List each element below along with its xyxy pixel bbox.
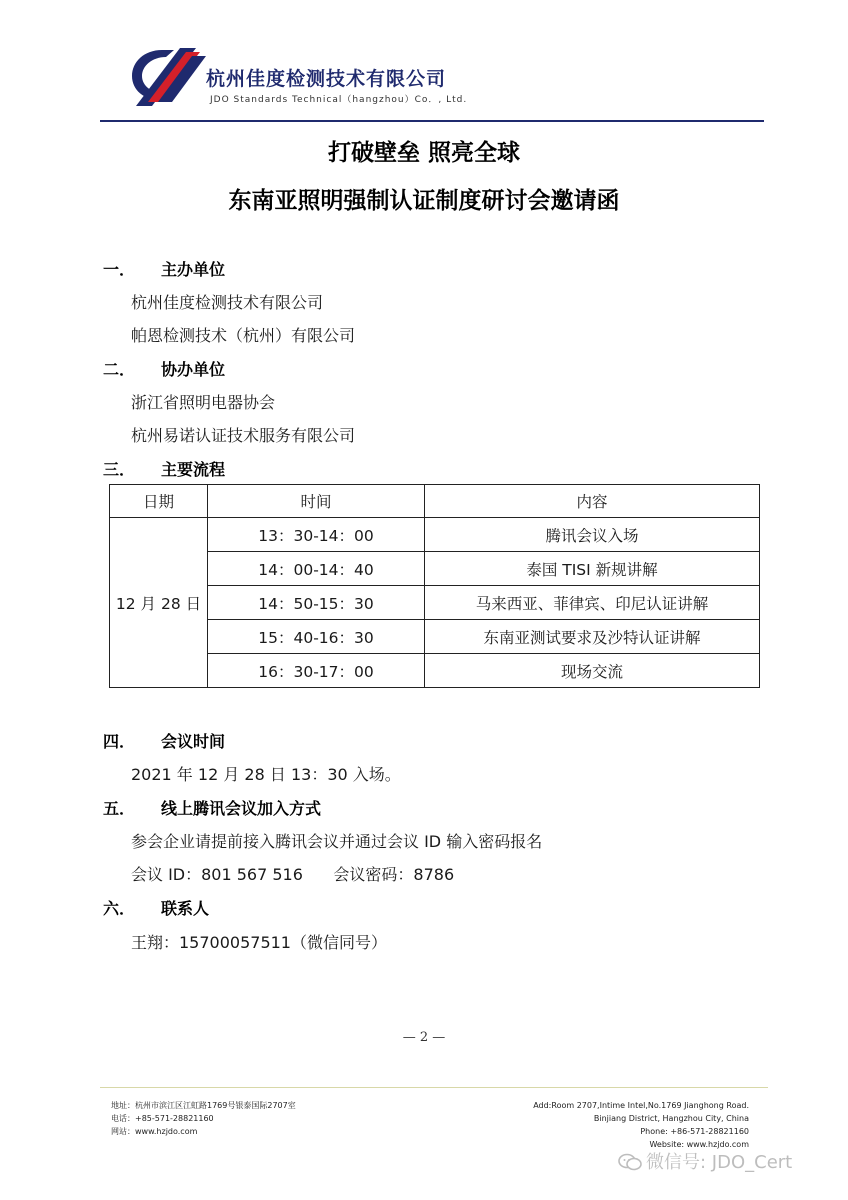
table-header-row bbox=[110, 485, 760, 518]
document-subtitle: 东南亚照明强制认证制度研讨会邀请函 bbox=[228, 188, 620, 214]
section-heading-organizer bbox=[103, 257, 225, 280]
agenda-date-cell: 12 月 28 日 bbox=[110, 518, 208, 688]
footer-address-cn: 地址：杭州市滨江区江虹路1769号银泰国际2707室 bbox=[111, 1101, 296, 1110]
footer-address-en-1: Add:Room 2707,Intime Intel,No.1769 Jianghong Road. bbox=[533, 1101, 749, 1110]
jdo-logo-icon bbox=[122, 44, 206, 108]
section-title: 协办单位 bbox=[161, 360, 226, 379]
agenda-time-cell: 14：00-14：40 bbox=[208, 552, 425, 586]
agenda-time-cell: 14：50-15：30 bbox=[208, 586, 425, 620]
table-row bbox=[110, 654, 760, 688]
table-row bbox=[110, 518, 760, 552]
meeting-id-password: 会议 ID：801 567 516 会议密码：8786 bbox=[131, 865, 455, 884]
agenda-table bbox=[109, 484, 760, 688]
column-header-time: 时间 bbox=[208, 485, 425, 518]
section-heading-join-method bbox=[103, 796, 321, 819]
section-title: 联系人 bbox=[161, 899, 210, 918]
organizer-item: 帕恩检测技术（杭州）有限公司 bbox=[131, 326, 356, 345]
agenda-time-cell: 16：30-17：00 bbox=[208, 654, 425, 688]
section-number: 五． bbox=[103, 799, 136, 818]
section-title: 主要流程 bbox=[161, 460, 226, 479]
section-heading-agenda bbox=[103, 457, 225, 480]
footer-phone-cn: 电话：+85-571-28821160 bbox=[111, 1114, 214, 1123]
co-organizer-item: 浙江省照明电器协会 bbox=[131, 393, 276, 412]
footer-website-en: Website: www.hzjdo.com bbox=[649, 1140, 749, 1149]
header-divider bbox=[100, 120, 764, 122]
agenda-content-cell: 腾讯会议入场 bbox=[425, 518, 760, 552]
agenda-time-cell: 13：30-14：00 bbox=[208, 518, 425, 552]
agenda-content-cell: 东南亚测试要求及沙特认证讲解 bbox=[425, 620, 760, 654]
watermark-text: 微信号: JDO_Cert bbox=[646, 1152, 793, 1173]
footer-contact-cn bbox=[111, 1099, 296, 1138]
section-heading-meeting-time bbox=[103, 729, 225, 752]
contact-info: 王翔：15700057511（微信同号） bbox=[131, 933, 387, 952]
section-number: 二． bbox=[103, 360, 136, 379]
company-name-cn: 杭州佳度检测技术有限公司 bbox=[206, 68, 447, 90]
footer-website-cn: 网站：www.hzjdo.com bbox=[111, 1127, 198, 1136]
section-title: 会议时间 bbox=[161, 732, 226, 751]
column-header-content: 内容 bbox=[425, 485, 760, 518]
section-title: 线上腾讯会议加入方式 bbox=[161, 799, 322, 818]
agenda-content-cell: 现场交流 bbox=[425, 654, 760, 688]
wechat-watermark bbox=[618, 1148, 792, 1174]
column-header-date: 日期 bbox=[110, 485, 208, 518]
table-row bbox=[110, 586, 760, 620]
table-row bbox=[110, 552, 760, 586]
section-number: 一． bbox=[103, 260, 136, 279]
section-number: 六． bbox=[103, 899, 136, 918]
wechat-icon bbox=[618, 1153, 642, 1171]
agenda-content-cell: 泰国 TISI 新规讲解 bbox=[425, 552, 760, 586]
footer-divider bbox=[100, 1087, 768, 1088]
organizer-item: 杭州佳度检测技术有限公司 bbox=[131, 293, 324, 312]
company-name-en: JDO Standards Technical（hangzhou）Co．, Ltd. bbox=[210, 95, 468, 105]
document-title: 打破壁垒 照亮全球 bbox=[327, 140, 520, 166]
section-heading-contact bbox=[103, 896, 209, 919]
agenda-time-cell: 15：40-16：30 bbox=[208, 620, 425, 654]
co-organizer-item: 杭州易诺认证技术服务有限公司 bbox=[131, 426, 356, 445]
footer-phone-en: Phone: +86-571-28821160 bbox=[640, 1127, 749, 1136]
section-heading-co-organizer bbox=[103, 357, 225, 380]
join-instructions: 参会企业请提前接入腾讯会议并通过会议 ID 输入密码报名 bbox=[131, 832, 543, 851]
meeting-time-text: 2021 年 12 月 28 日 13：30 入场。 bbox=[131, 765, 401, 784]
table-row bbox=[110, 620, 760, 654]
page-number: — 2 — bbox=[402, 1030, 446, 1045]
agenda-content-cell: 马来西亚、菲律宾、印尼认证讲解 bbox=[425, 586, 760, 620]
section-title: 主办单位 bbox=[161, 260, 226, 279]
section-number: 三． bbox=[103, 460, 136, 479]
section-number: 四． bbox=[103, 732, 136, 751]
footer-contact-en bbox=[480, 1099, 749, 1151]
footer-address-en-2: Binjiang District, Hangzhou City, China bbox=[593, 1114, 749, 1123]
